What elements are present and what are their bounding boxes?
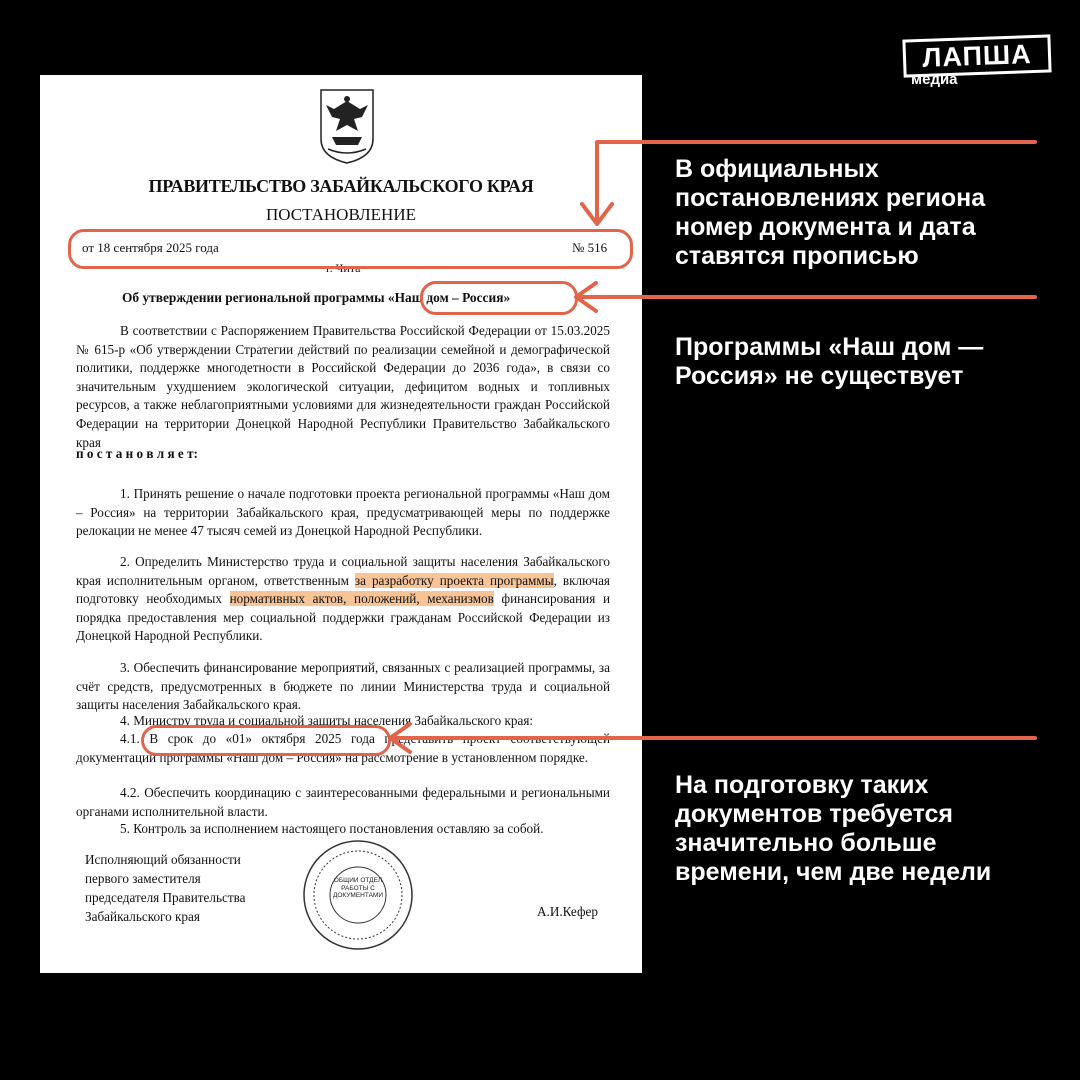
brand-logo: ЛАПША bbox=[902, 34, 1051, 77]
signer-title-line: первого заместителя bbox=[85, 871, 201, 886]
preamble-paragraph: В соответствии с Распоряжением Правительства Российской Федерации от 15.03.2025 № 615-р «Об утверждении Стратегии действий по реализации семейной и демографической политики, поддержке многодетности в Российской Федерации до 2036 года», в связи со значительным ухудшением экологической ситуации, дефицитом водных и топливных ресурсов, а также неблагоприятными условиями для жизнедеятельности граждан Российской Федерации на территории Донецкой Народной Республики Правительство Забайкальского края bbox=[76, 323, 610, 450]
document-date: от 18 сентября 2025 года bbox=[82, 240, 219, 255]
document-city: г. Чита bbox=[326, 261, 361, 275]
annotation-text-program: Программы «Наш дом — Россия» не существует bbox=[675, 333, 984, 390]
document-type: ПОСТАНОВЛЕНИЕ bbox=[265, 205, 416, 224]
signer-title-line: Забайкальского края bbox=[85, 909, 200, 924]
brand-subtitle: медиа bbox=[911, 71, 958, 88]
item-2-text-b: , включая подготовку необходимых bbox=[76, 572, 610, 607]
item-2-text-a: 2. Определить Министерство труда и социальной защиты населения Забайкальского края исполнительным органом, ответственным bbox=[76, 554, 610, 588]
item-4: 4. Министру труда и социальной защиты населения Забайкальского края: bbox=[120, 713, 534, 728]
seal-text: ОБЩИЙ ОТДЕЛ РАБОТЫ С ДОКУМЕНТАМИ bbox=[332, 877, 384, 899]
annotation-text-deadline: На подготовку таких документов требуется значительно больше времени, чем две недели bbox=[675, 771, 992, 886]
resolves-line: п о с т а н о в л я е т: bbox=[76, 446, 198, 461]
subject-program-name: «Наш дом – Россия» bbox=[387, 290, 511, 305]
subject-prefix: Об утверждении региональной программы bbox=[122, 290, 385, 305]
document-number: № 516 bbox=[572, 240, 608, 255]
signer-name: А.И.Кефер bbox=[537, 904, 598, 919]
government-header: ПРАВИТЕЛЬСТВО ЗАБАЙКАЛЬСКОГО КРАЯ bbox=[148, 176, 534, 196]
item-4-1-number: 4.1. bbox=[120, 731, 140, 746]
item-5: 5. Контроль за исполнением настоящего постановления оставляю за собой. bbox=[120, 821, 544, 836]
signer-title-line: Исполняющий обязанности bbox=[85, 852, 241, 867]
item-2-text-c: финансирования и порядка предоставления мер социальной поддержки гражданам Российской Федерации из Донецкой Народной Республики. bbox=[76, 591, 611, 644]
item-3: 3. Обеспечить финансирование мероприятий, связанных с реализацией программы, за счёт средств, предусмотренных в бюджете по линии Министерства труда и социальной защиты населения Забайкальского края. bbox=[76, 660, 610, 713]
item-4-1-deadline: В срок до «01» октября 2025 года bbox=[149, 731, 375, 746]
item-4-1-text: представить проект соответствующей документации программы «Наш дом – Россия» на рассмотрение в установленном порядке. bbox=[76, 731, 611, 765]
signer-title-line: председателя Правительства bbox=[85, 890, 246, 905]
highlight-project-development: за разработку проекта программы bbox=[354, 572, 554, 588]
item-4-2: 4.2. Обеспечить координацию с заинтересованными федеральными и региональными органами исполнительной власти. bbox=[76, 785, 610, 819]
item-1: 1. Принять решение о начале подготовки проекта региональной программы «Наш дом – Россия» на территории Забайкальского края, предусматривающей меры по поддержке релокации не менее 47 тысяч семей из Донецкой Народной Республики. bbox=[76, 486, 610, 539]
annotation-text-date-number: В официальных постановлениях региона номер документа и дата ставятся прописью bbox=[675, 155, 986, 270]
highlight-normative-acts: нормативных актов, положений, механизмов bbox=[229, 591, 494, 607]
